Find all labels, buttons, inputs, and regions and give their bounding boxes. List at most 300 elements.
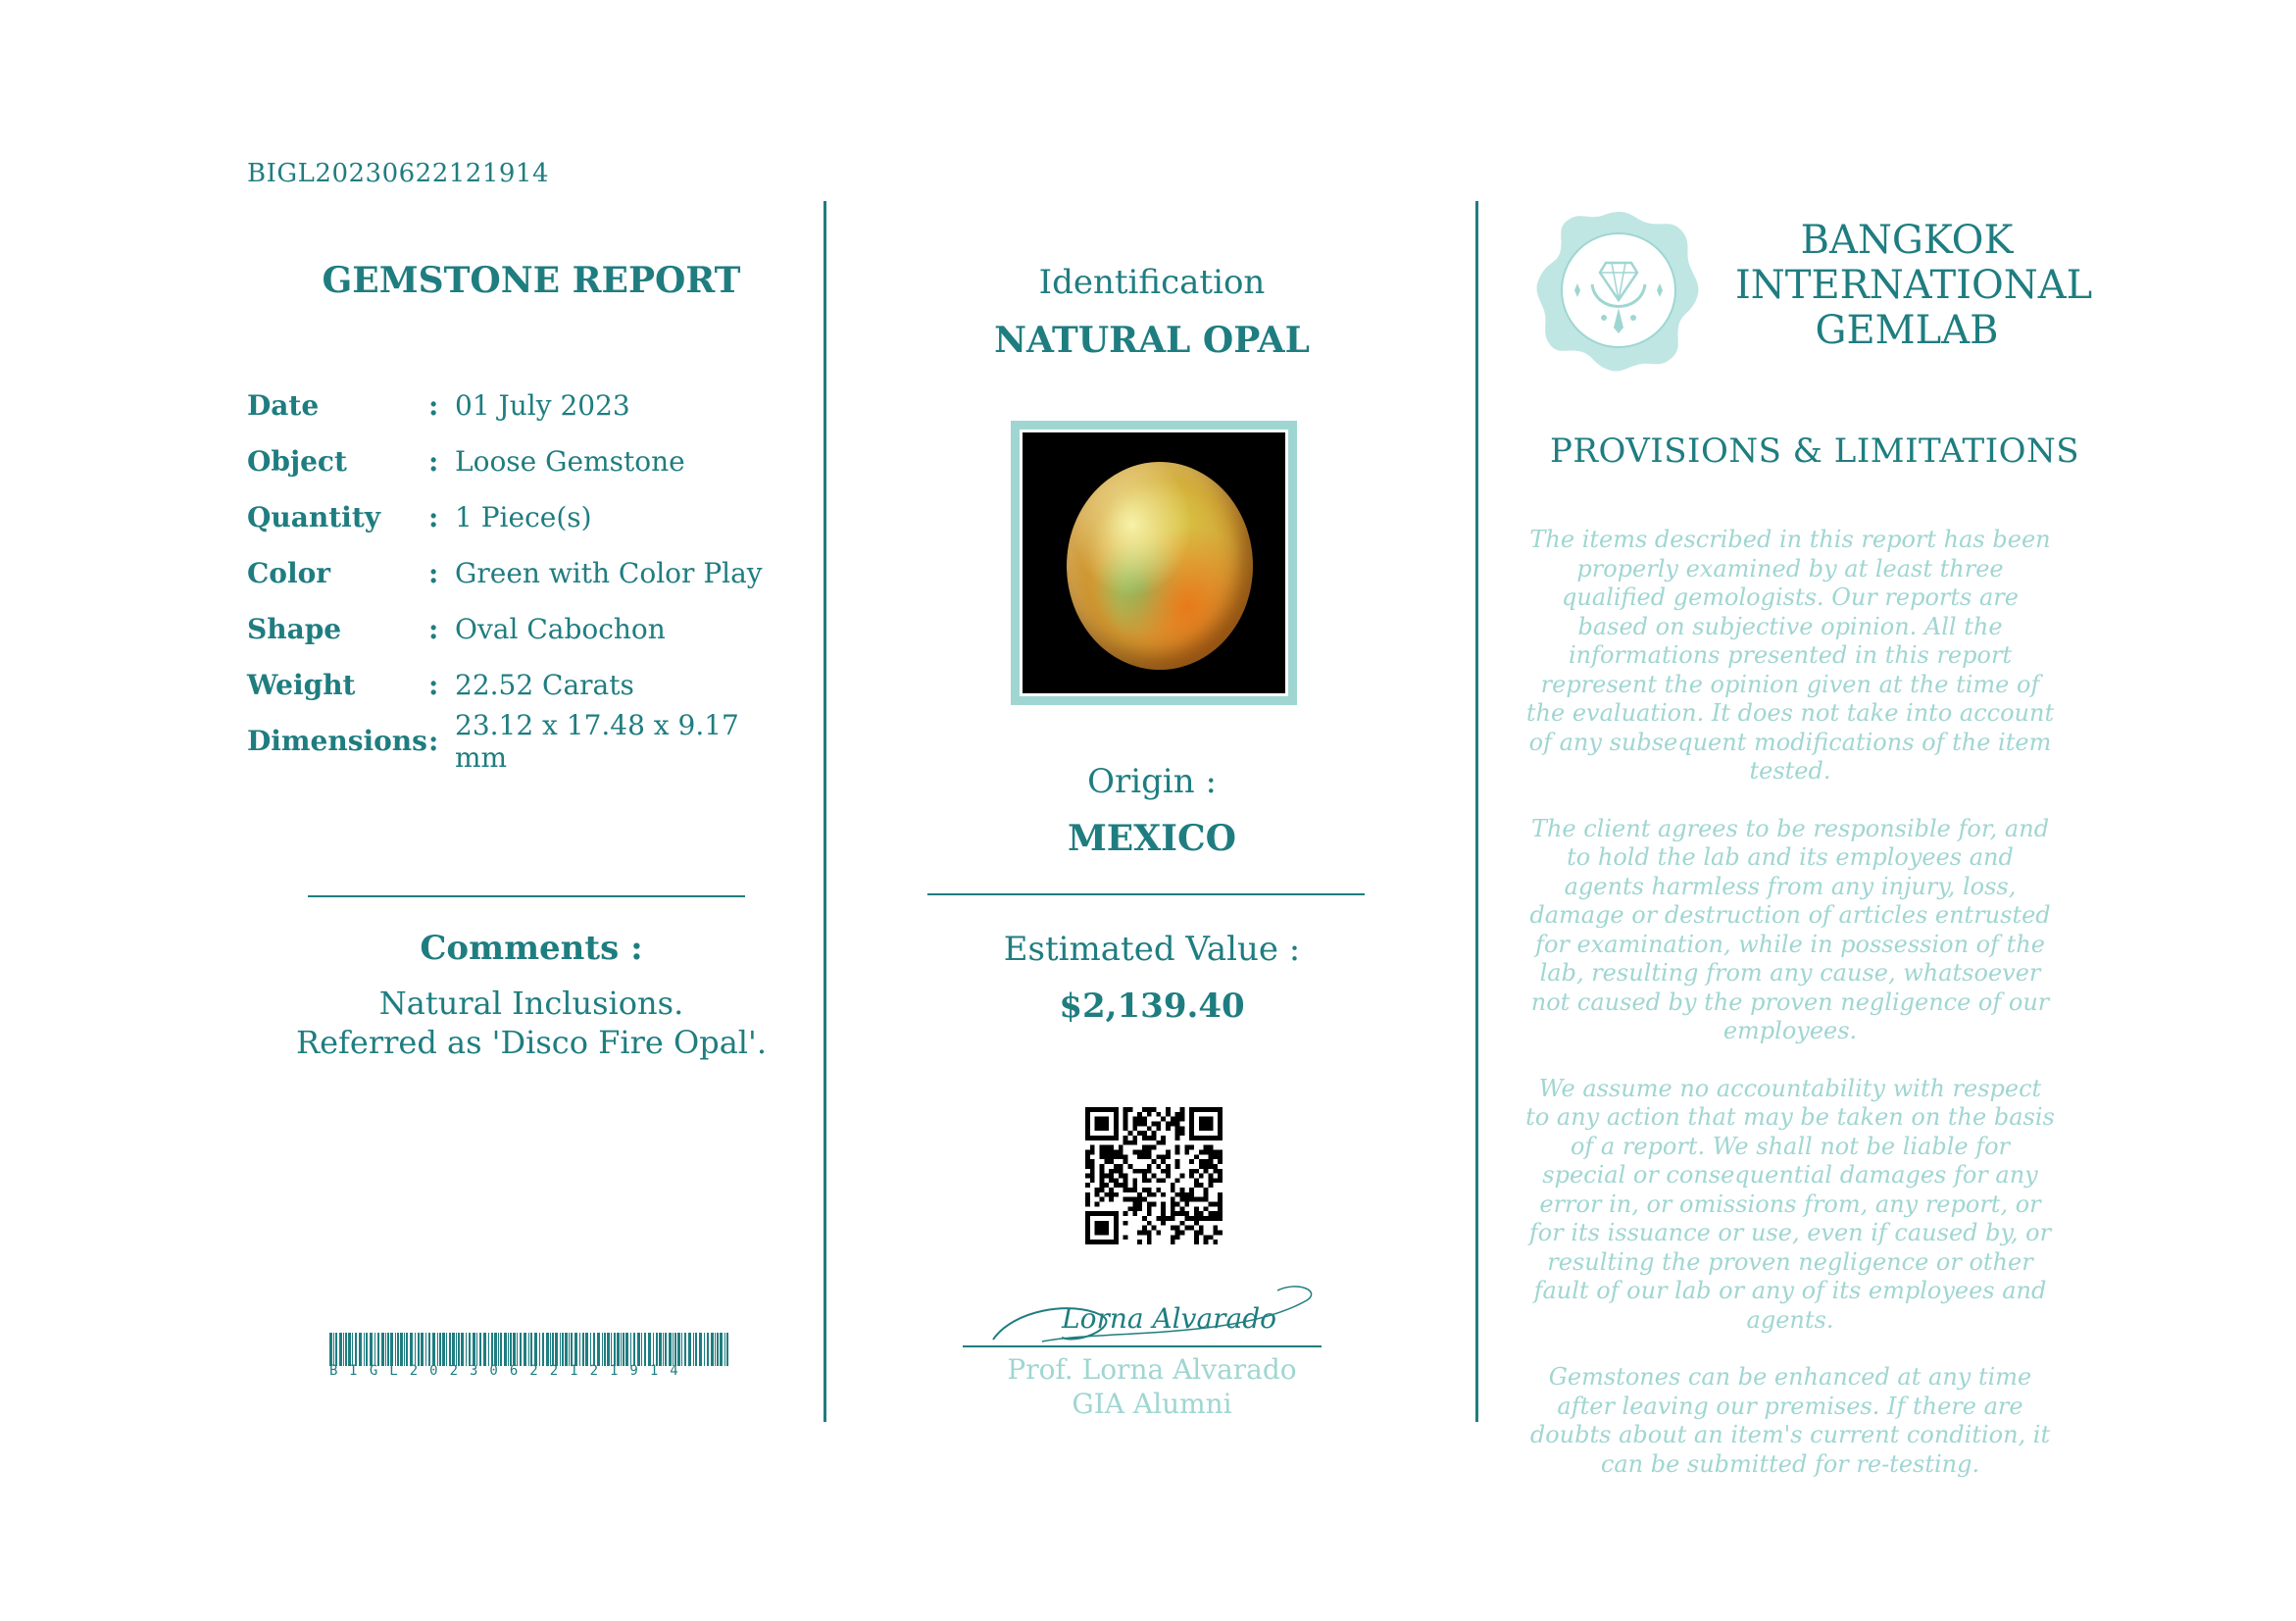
qr-module [1218, 1174, 1223, 1179]
report-number: BIGL20230622121914 [247, 159, 549, 188]
detail-value: 1 Piece(s) [455, 501, 592, 533]
qr-module [1218, 1154, 1223, 1159]
qr-module [1171, 1197, 1175, 1202]
qr-module [1127, 1164, 1132, 1169]
qr-module [1171, 1240, 1175, 1244]
qr-module [1204, 1169, 1209, 1174]
qr-module [1147, 1211, 1152, 1216]
qr-module [1194, 1183, 1199, 1188]
barcode-bar [374, 1333, 375, 1366]
qr-module [1123, 1154, 1128, 1159]
qr-module [1142, 1231, 1147, 1236]
qr-module [1147, 1164, 1152, 1169]
qr-module [1213, 1178, 1218, 1183]
qr-module [1104, 1183, 1109, 1188]
qr-module [1152, 1159, 1157, 1164]
detail-label: Quantity [247, 501, 381, 533]
barcode-bar [513, 1333, 516, 1366]
qr-module [1166, 1164, 1171, 1169]
qr-module [1156, 1154, 1161, 1159]
qr-module [1132, 1117, 1137, 1122]
qr-module [1090, 1174, 1095, 1179]
qr-module [1085, 1192, 1090, 1197]
qr-module [1142, 1188, 1147, 1192]
barcode-bar [446, 1333, 447, 1366]
qr-module [1175, 1211, 1180, 1216]
detail-value: 22.52 Carats [455, 669, 634, 701]
qr-module [1218, 1216, 1223, 1221]
provision-paragraph: Gemstones can be enhanced at any time after leaving our premises. If there are doubts about an item's current condition, it can be submitted for re-testing. [1529, 1363, 2051, 1478]
qr-module [1184, 1216, 1189, 1221]
qr-module [1175, 1136, 1180, 1140]
qr-module [1123, 1126, 1128, 1131]
qr-module [1209, 1174, 1214, 1179]
qr-module [1175, 1149, 1180, 1154]
qr-module [1147, 1231, 1152, 1236]
provision-paragraph: The items described in this report has been properly examined by at least three qualified gemologists. Our reports are based on subjective opinion. All the informations presented in this report represent the opinion given at the time of the evaluation. It does not take into account of any subsequent modifications of the item tested. [1525, 526, 2055, 785]
qr-module [1123, 1117, 1128, 1122]
qr-module [1189, 1192, 1194, 1197]
qr-module [1189, 1216, 1194, 1221]
qr-module [1109, 1178, 1114, 1183]
qr-module [1209, 1159, 1214, 1164]
detail-colon: : [428, 389, 439, 422]
barcode-bar [707, 1333, 709, 1366]
barcode-bar [579, 1333, 580, 1366]
qr-module [1161, 1169, 1166, 1174]
qr-module [1156, 1178, 1161, 1183]
qr-module [1085, 1149, 1090, 1154]
qr-module [1137, 1240, 1142, 1244]
qr-module [1161, 1211, 1166, 1216]
qr-module [1156, 1231, 1161, 1236]
qr-module [1127, 1206, 1132, 1211]
qr-module [1085, 1197, 1090, 1202]
report-title: GEMSTONE REPORT [322, 260, 741, 301]
barcode-bar [520, 1333, 522, 1366]
qr-module [1147, 1126, 1152, 1131]
barcode-bar [571, 1333, 573, 1366]
qr-module [1218, 1211, 1223, 1216]
barcode-bar [345, 1333, 347, 1366]
barcode-bar [500, 1333, 502, 1366]
barcode-bar [644, 1333, 646, 1366]
qr-module [1166, 1126, 1171, 1131]
qr-module [1175, 1121, 1180, 1126]
qr-module [1152, 1121, 1157, 1126]
qr-module [1123, 1235, 1128, 1240]
qr-module [1175, 1112, 1180, 1117]
barcode-bar [611, 1333, 612, 1366]
barcode-bar [491, 1333, 493, 1366]
detail-label: Date [247, 389, 320, 422]
qr-module [1099, 1164, 1104, 1169]
qr-module [1123, 1121, 1128, 1126]
qr-module [1132, 1183, 1137, 1188]
qr-module [1218, 1149, 1223, 1154]
barcode-bar [677, 1333, 680, 1366]
detail-value: Green with Color Play [455, 557, 763, 589]
qr-module [1119, 1154, 1123, 1159]
qr-module [1090, 1169, 1095, 1174]
barcode-bar [604, 1333, 606, 1366]
qr-module [1209, 1183, 1214, 1188]
qr-module [1184, 1202, 1189, 1207]
qr-module [1175, 1117, 1180, 1122]
qr-module [1199, 1149, 1204, 1154]
detail-label: Object [247, 445, 347, 478]
detail-row-date [247, 378, 796, 433]
qr-module [1147, 1136, 1152, 1140]
qr-module [1156, 1216, 1161, 1221]
barcode-bar [590, 1333, 591, 1366]
qr-module [1142, 1174, 1147, 1179]
detail-row-weight [247, 657, 796, 713]
qr-module [1104, 1192, 1109, 1197]
qr-module [1152, 1174, 1157, 1179]
qr-module [1142, 1197, 1147, 1202]
qr-module [1119, 1183, 1123, 1188]
barcode-bar [479, 1333, 481, 1366]
qr-module [1218, 1159, 1223, 1164]
provision-paragraph: We assume no accountability with respect to any action that may be taken on the basis of a report. We shall not be liable for special or consequential damages for any error in, or omissions from, any report, or for its issuance or use, even if caused by, or resulting the proven negligence or other fault of our lab or any of its employees and agents. [1525, 1074, 2055, 1334]
qr-module [1152, 1107, 1157, 1112]
qr-module [1114, 1154, 1119, 1159]
qr-module [1109, 1145, 1114, 1150]
barcode-bar [348, 1333, 351, 1366]
qr-module [1194, 1154, 1199, 1159]
qr-module [1175, 1126, 1180, 1131]
barcode-bar [530, 1333, 532, 1366]
barcode-bar [582, 1333, 584, 1366]
comments-line-2: Referred as 'Disco Fire Opal'. [296, 1024, 767, 1061]
qr-module [1213, 1154, 1218, 1159]
qr-module [1147, 1221, 1152, 1226]
detail-row-quantity [247, 489, 796, 545]
detail-label: Dimensions [247, 725, 427, 757]
qr-module [1175, 1202, 1180, 1207]
qr-module [1194, 1169, 1199, 1174]
qr-module [1204, 1145, 1209, 1150]
qr-module [1132, 1178, 1137, 1183]
qr-module [1194, 1231, 1199, 1236]
qr-module [1199, 1197, 1204, 1202]
qr-module [1119, 1149, 1123, 1154]
qr-module [1099, 1169, 1104, 1174]
barcode-bar [542, 1333, 544, 1366]
barcode-bar [724, 1333, 725, 1366]
barcode-bar [684, 1333, 686, 1366]
qr-module [1109, 1169, 1114, 1174]
qr-module [1171, 1226, 1175, 1231]
barcode-bar [524, 1333, 526, 1366]
qr-module [1152, 1136, 1157, 1140]
opal-image [1067, 462, 1253, 670]
qr-module [1194, 1240, 1199, 1244]
qr-module [1142, 1107, 1147, 1112]
qr-module [1137, 1206, 1142, 1211]
barcode-bar [621, 1333, 622, 1366]
qr-module [1184, 1149, 1189, 1154]
qr-module [1123, 1183, 1128, 1188]
qr-module [1147, 1112, 1152, 1117]
qr-module [1213, 1169, 1218, 1174]
qr-module [1189, 1159, 1194, 1164]
qr-module [1209, 1164, 1214, 1169]
qr-module [1085, 1174, 1090, 1179]
qr-module [1161, 1192, 1166, 1197]
barcode-bar [574, 1333, 577, 1366]
barcode-bar [674, 1333, 676, 1366]
barcode-bar [552, 1333, 554, 1366]
detail-value: 23.12 x 17.48 x 9.17 mm [455, 708, 739, 774]
detail-value: Oval Cabochon [455, 613, 666, 645]
qr-finder [1095, 1221, 1109, 1235]
qr-module [1109, 1149, 1114, 1154]
qr-module [1137, 1202, 1142, 1207]
qr-module [1090, 1178, 1095, 1183]
qr-module [1218, 1231, 1223, 1236]
barcode-bar [359, 1333, 362, 1366]
barcode-bar [555, 1333, 558, 1366]
barcode-bar [688, 1333, 691, 1366]
qr-module [1161, 1140, 1166, 1145]
qr-module [1085, 1183, 1090, 1188]
qr-module [1142, 1169, 1147, 1174]
barcode-bar [546, 1333, 549, 1366]
barcode-bar [726, 1333, 728, 1366]
qr-module [1171, 1235, 1175, 1240]
qr-module [1161, 1221, 1166, 1226]
divider-right [1475, 201, 1478, 1422]
qr-module [1137, 1231, 1142, 1236]
qr-module [1142, 1149, 1147, 1154]
qr-module [1166, 1149, 1171, 1154]
qr-module [1204, 1235, 1209, 1240]
qr-module [1180, 1126, 1185, 1131]
qr-module [1085, 1159, 1090, 1164]
qr-module [1114, 1178, 1119, 1183]
identification-label: Identification [1038, 263, 1266, 302]
barcode-bar [510, 1333, 512, 1366]
qr-module [1137, 1121, 1142, 1126]
signature-line [963, 1345, 1322, 1347]
barcode-bar [452, 1333, 455, 1366]
qr-module [1209, 1235, 1214, 1240]
qr-module [1199, 1183, 1204, 1188]
qr-module [1152, 1226, 1157, 1231]
qr-module [1109, 1192, 1114, 1197]
qr-module [1189, 1174, 1194, 1179]
qr-module [1132, 1211, 1137, 1216]
qr-module [1099, 1145, 1104, 1150]
lab-seal-logo [1535, 206, 1702, 373]
qr-module [1123, 1211, 1128, 1216]
qr-module [1199, 1216, 1204, 1221]
qr-module [1147, 1169, 1152, 1174]
barcode-bar [565, 1333, 568, 1366]
qr-module [1152, 1202, 1157, 1207]
qr-module [1104, 1154, 1109, 1159]
barcode-bar [602, 1333, 603, 1366]
lab-name [1735, 218, 2093, 353]
signature [983, 1271, 1317, 1349]
signatory-title: GIA Alumni [1072, 1388, 1232, 1420]
barcode-bar [607, 1333, 610, 1366]
qr-module [1194, 1178, 1199, 1183]
provision-paragraph: The client agrees to be responsible for, and to hold the lab and its employees and agents harmless from any injury, loss, damage or destruction of articles entrusted for examination, while in possession of the lab, resulting from any cause, whatsoever not caused by the proven negligence of our employees. [1529, 814, 2051, 1044]
qr-module [1166, 1121, 1171, 1126]
qr-module [1156, 1140, 1161, 1145]
barcode-bar [494, 1333, 497, 1366]
qr-module [1171, 1121, 1175, 1126]
detail-row-color [247, 545, 796, 601]
barcode-bar [390, 1333, 393, 1366]
barcode-bar [415, 1333, 416, 1366]
qr-module [1152, 1145, 1157, 1150]
qr-module [1123, 1178, 1128, 1183]
qr-module [1137, 1112, 1142, 1117]
qr-module [1147, 1154, 1152, 1159]
qr-module [1194, 1197, 1199, 1202]
qr-module [1119, 1145, 1123, 1150]
qr-module [1194, 1211, 1199, 1216]
qr-module [1137, 1154, 1142, 1159]
qr-module [1127, 1140, 1132, 1145]
detail-label: Weight [247, 669, 356, 701]
qr-module [1175, 1131, 1180, 1136]
qr-module [1099, 1188, 1104, 1192]
lab-name-line-2: INTERNATIONAL [1735, 263, 2093, 308]
qr-module [1142, 1154, 1147, 1159]
qr-module [1109, 1154, 1114, 1159]
barcode-caption: BIGL20230622121914 [329, 1363, 690, 1379]
lab-name-line-1: BANGKOK [1800, 218, 2014, 263]
qr-module [1090, 1145, 1095, 1150]
qr-module [1161, 1202, 1166, 1207]
details-list [247, 378, 796, 774]
qr-module [1127, 1107, 1132, 1112]
qr-module [1194, 1216, 1199, 1221]
qr-module [1180, 1117, 1185, 1122]
qr-module [1119, 1164, 1123, 1169]
qr-module [1137, 1169, 1142, 1174]
barcode-bar [517, 1333, 518, 1366]
barcode-bar [456, 1333, 457, 1366]
qr-module [1218, 1169, 1223, 1174]
barcode-bar [597, 1333, 600, 1366]
origin-label: Origin : [1087, 762, 1217, 801]
qr-module [1199, 1211, 1204, 1216]
qr-module [1161, 1178, 1166, 1183]
barcode-bar [343, 1333, 344, 1366]
estimated-value-amount: $2,139.40 [1059, 987, 1245, 1026]
qr-module [1099, 1178, 1104, 1183]
provisions-text [1525, 526, 2055, 1507]
barcode-bar [528, 1333, 529, 1366]
qr-module [1184, 1211, 1189, 1216]
barcode-bar [364, 1333, 365, 1366]
barcode-bar [659, 1333, 662, 1366]
barcode-bar [406, 1333, 408, 1366]
qr-module [1123, 1136, 1128, 1140]
qr-module [1132, 1149, 1137, 1154]
qr-module [1119, 1169, 1123, 1174]
qr-module [1085, 1164, 1090, 1169]
qr-module [1204, 1240, 1209, 1244]
qr-module [1147, 1178, 1152, 1183]
qr-module [1142, 1216, 1147, 1221]
barcode-bar [625, 1333, 628, 1366]
qr-module [1114, 1164, 1119, 1169]
qr-module [1209, 1178, 1214, 1183]
qr-module [1171, 1206, 1175, 1211]
qr-module [1127, 1131, 1132, 1136]
qr-module [1109, 1197, 1114, 1202]
qr-module [1194, 1221, 1199, 1226]
qr-module [1090, 1149, 1095, 1154]
detail-row-dimensions [247, 708, 796, 774]
qr-module [1132, 1197, 1137, 1202]
qr-module [1199, 1231, 1204, 1236]
qr-module [1114, 1192, 1119, 1197]
comments-divider [308, 895, 745, 897]
qr-module [1180, 1206, 1185, 1211]
barcode-bar [617, 1333, 620, 1366]
qr-module [1137, 1192, 1142, 1197]
qr-module [1180, 1188, 1185, 1192]
origin-value: MEXICO [1067, 818, 1237, 859]
qr-module [1194, 1235, 1199, 1240]
qr-module [1199, 1226, 1204, 1231]
barcode-bar [449, 1333, 451, 1366]
barcode-bar [476, 1333, 477, 1366]
qr-module [1114, 1149, 1119, 1154]
qr-module [1156, 1164, 1161, 1169]
qr-module [1104, 1149, 1109, 1154]
barcode-bar [395, 1333, 396, 1366]
qr-module [1213, 1231, 1218, 1236]
barcode-bar [410, 1333, 413, 1366]
comments-line-1: Natural Inclusions. [378, 985, 684, 1022]
qr-module [1099, 1174, 1104, 1179]
qr-module [1171, 1216, 1175, 1221]
barcode [329, 1333, 731, 1366]
qr-module [1218, 1178, 1223, 1183]
qr-module [1161, 1159, 1166, 1164]
qr-module [1209, 1202, 1214, 1207]
qr-module [1123, 1159, 1128, 1164]
barcode-bar [669, 1333, 672, 1366]
barcode-bar [630, 1333, 631, 1366]
qr-module [1204, 1159, 1209, 1164]
qr-module [1132, 1206, 1137, 1211]
value-divider [927, 893, 1365, 895]
qr-module [1095, 1202, 1100, 1207]
qr-module [1184, 1226, 1189, 1231]
qr-module [1209, 1149, 1214, 1154]
qr-module [1114, 1169, 1119, 1174]
qr-module [1194, 1206, 1199, 1211]
qr-module [1147, 1192, 1152, 1197]
qr-module [1123, 1107, 1128, 1112]
qr-module [1180, 1221, 1185, 1226]
barcode-bar [377, 1333, 379, 1366]
qr-module [1213, 1211, 1218, 1216]
qr-module [1156, 1188, 1161, 1192]
barcode-bar [488, 1333, 489, 1366]
qr-module [1204, 1216, 1209, 1221]
